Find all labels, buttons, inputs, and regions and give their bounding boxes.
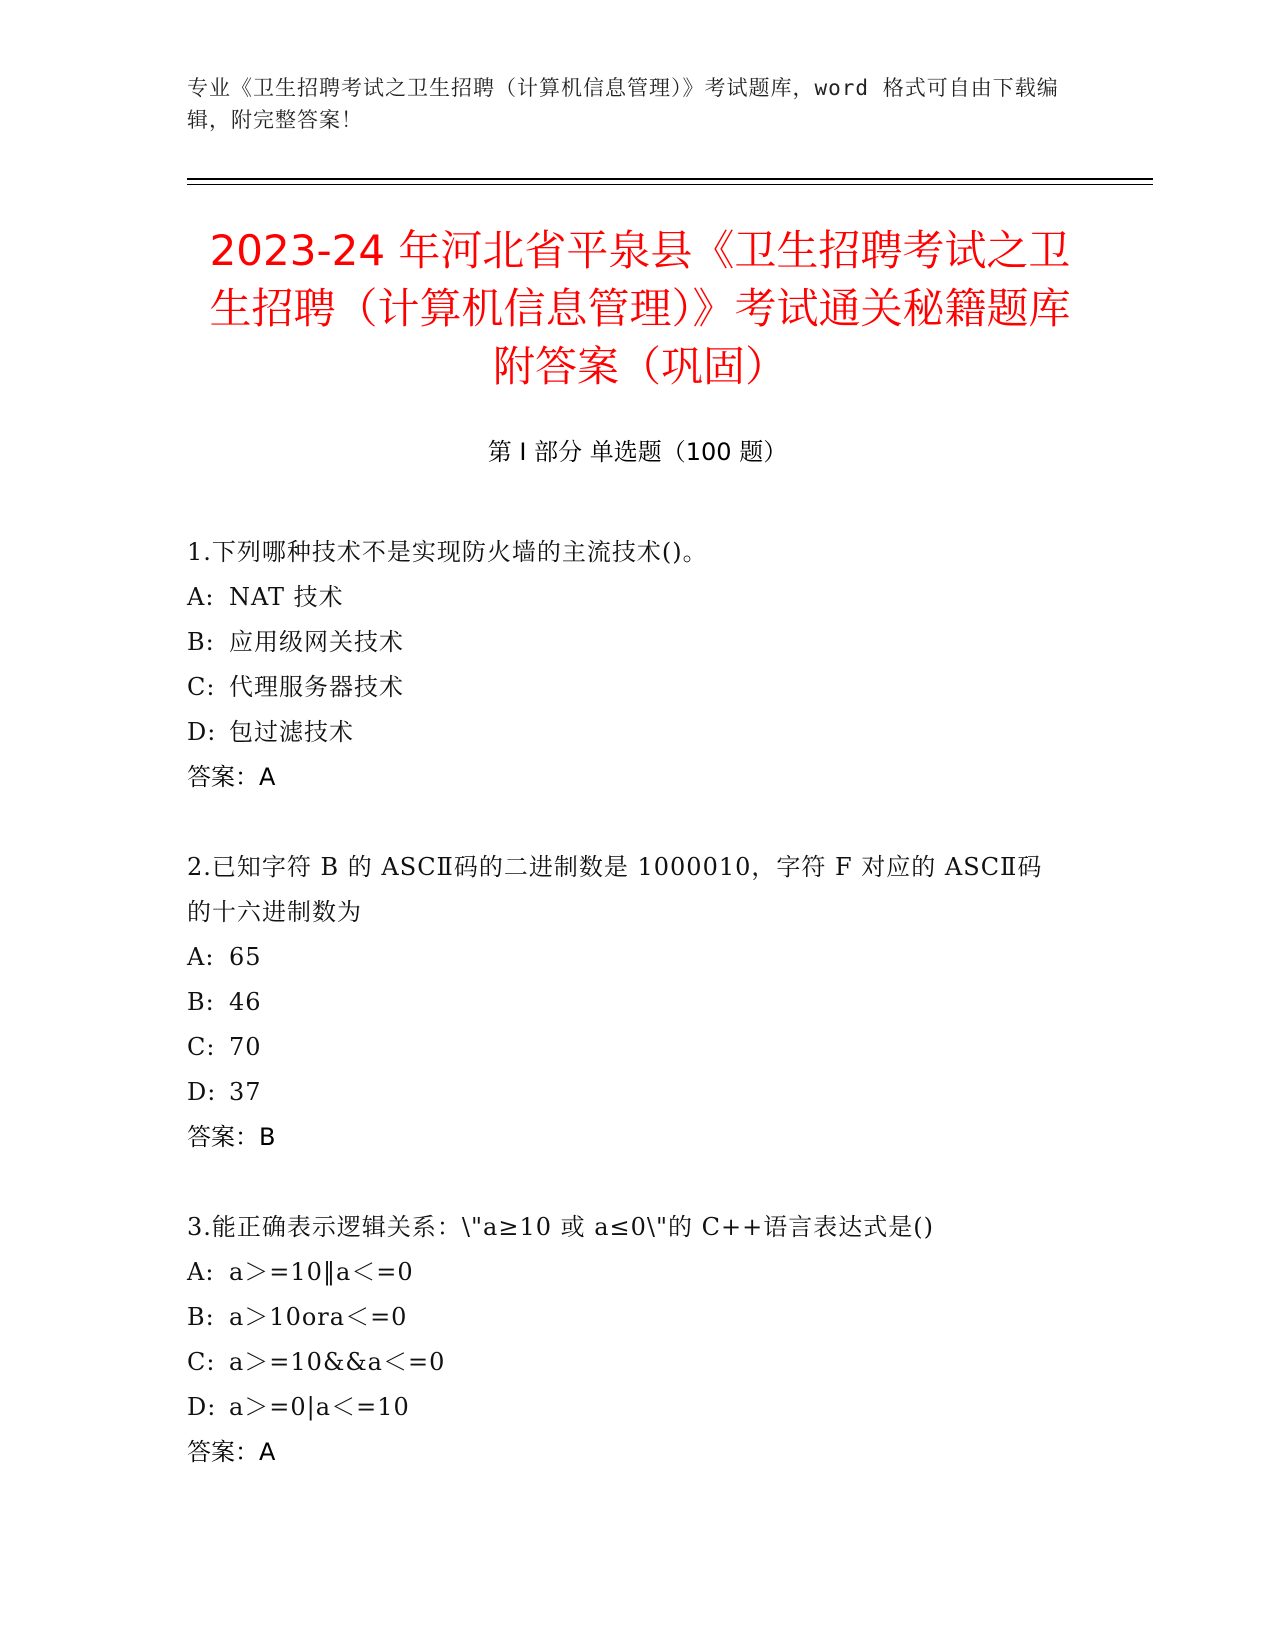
answer: 答案：A [187, 763, 276, 791]
option-key: C: [187, 1033, 216, 1061]
question-stem: 2.已知字符 B 的 ASCⅡ码的二进制数是 1000010，字符 F 对应的 ASCⅡ码的十六进制数为 [187, 853, 1043, 926]
option-text: 70 [229, 1033, 262, 1061]
option-b [187, 1295, 1067, 1340]
option-text: 应用级网关技术 [229, 628, 404, 656]
option-text: 65 [229, 943, 262, 971]
option-d [187, 1070, 1067, 1115]
option-key: A: [187, 583, 215, 611]
question-stem: 1.下列哪种技术不是实现防火墙的主流技术()。 [187, 538, 708, 566]
header-note: 专业《卫生招聘考试之卫生招聘（计算机信息管理）》考试题库，word 格式可自由下载编辑，附完整答案！ [187, 76, 1059, 132]
document-title: 2023-24 年河北省平泉县《卫生招聘考试之卫生招聘（计算机信息管理）》考试通关秘籍题库附答案（巩固） [209, 226, 1071, 391]
header-rule-thick [187, 178, 1153, 180]
option-b [187, 980, 1067, 1025]
option-text: a＞=0|a＜=10 [229, 1393, 410, 1421]
option-key: D: [187, 1393, 217, 1421]
header-rule-thin [187, 184, 1153, 185]
option-key: B: [187, 1303, 215, 1331]
option-key: C: [187, 1348, 216, 1376]
option-text: 代理服务器技术 [229, 673, 404, 701]
option-key: D: [187, 718, 217, 746]
option-c [187, 665, 1067, 710]
option-a [187, 575, 1067, 620]
question-2 [187, 845, 1067, 1160]
option-d [187, 1385, 1067, 1430]
option-text: a＞=10&&a＜=0 [229, 1348, 446, 1376]
option-text: 46 [229, 988, 262, 1016]
option-b [187, 620, 1067, 665]
option-text: 37 [229, 1078, 262, 1106]
option-a [187, 935, 1067, 980]
option-text: a＞10ora＜=0 [229, 1303, 408, 1331]
option-text: 包过滤技术 [229, 718, 354, 746]
option-c [187, 1340, 1067, 1385]
answer: 答案：A [187, 1438, 276, 1466]
question-stem: 3.能正确表示逻辑关系：\"a≥10 或 a≤0\"的 C++语言表达式是() [187, 1213, 934, 1241]
question-list [187, 530, 1067, 1520]
option-key: A: [187, 943, 215, 971]
section-title: 第 I 部分 单选题（100 题） [487, 438, 788, 466]
question-3 [187, 1205, 1067, 1475]
option-c [187, 1025, 1067, 1070]
option-key: B: [187, 628, 215, 656]
option-key: C: [187, 673, 216, 701]
option-key: B: [187, 988, 215, 1016]
option-key: A: [187, 1258, 215, 1286]
option-text: NAT 技术 [229, 583, 344, 611]
option-a [187, 1250, 1067, 1295]
option-key: D: [187, 1078, 217, 1106]
answer: 答案：B [187, 1123, 276, 1151]
question-1 [187, 530, 1067, 800]
option-d [187, 710, 1067, 755]
option-text: a＞=10‖a＜=0 [229, 1258, 414, 1286]
